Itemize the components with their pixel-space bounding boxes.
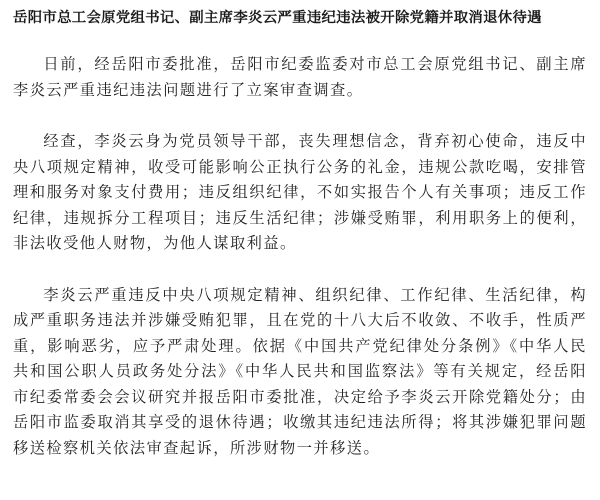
article-title: 岳阳市总工会原党组书记、副主席李炎云严重违纪违法被开除党籍并取消退休待遇 — [13, 10, 542, 26]
paragraph-findings: 经查，李炎云身为党员领导干部，丧失理想信念，背弃初心使命，违反中央八项规定精神，收受可能影响公正执行公务的礼金，违规公款吃喝，安排管理和服务对象支付费用；违反组织纪律，不如实报告个人有关事项；违反工作纪律，违规拆分工程项目；违反生活纪律；涉嫌受贿罪，利用职务上的便利，非法收受他人财物，为他人谋取利益。 — [13, 132, 587, 252]
paragraph-decision: 李炎云严重违反中央八项规定精神、组织纪律、工作纪律、生活纪律，构成严重职务违法并涉嫌受贿犯罪，且在党的十八大后不收敛、不收手，性质严重，影响恶劣，应予严肃处理。依据《中国共产党纪律处分条例》《中华人民共和国公职人员政务处分法》《中华人民共和国监察法》等有关规定，经岳阳市纪委常委会会议研究并报岳阳市委批准，决定给予李炎云开除党籍处分；由岳阳市监委取消其享受的退休待遇；收缴其违纪违法所得；将其涉嫌犯罪问题移送检察机关依法审查起诉，所涉财物一并移送。 — [13, 285, 587, 457]
paragraph-intro: 日前，经岳阳市委批准，岳阳市纪委监委对市总工会原党组书记、副主席李炎云严重违纪违法问题进行了立案审查调查。 — [13, 55, 587, 99]
